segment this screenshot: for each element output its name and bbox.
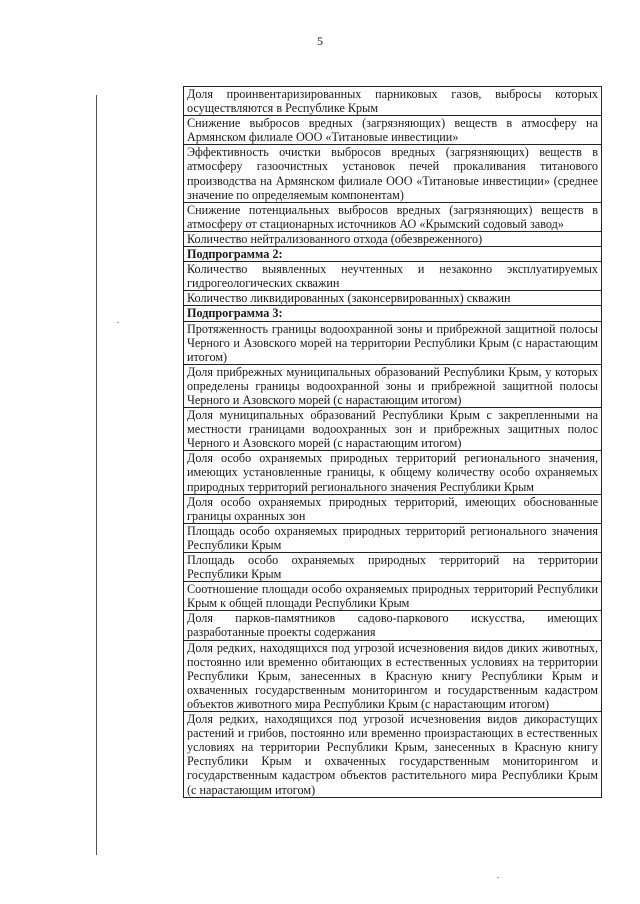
table-cell: Площадь особо охраняемых природных территорий на территории Республики Крым — [184, 553, 602, 582]
indicator-table — [183, 86, 602, 798]
table-row — [184, 202, 602, 231]
table-cell: Доля редких, находящихся под угрозой исчезновения видов дикорастущих растений и грибов, постоянно или временно произрастающих в естественных условиях на территории Республики Крым, занесенных в Красную книгу Республики Крым и охваченных государственным мониторингом и государственным кадастром объектов растительного мира Республики Крым (с нарастающим итогом) — [184, 712, 602, 798]
table-cell: Доля прибрежных муниципальных образований Республики Крым, у которых определены границы водоохранной зоны и прибрежной защитной полосы Черного и Азовского морей (с нарастающим итогом) — [184, 364, 602, 407]
table-cell: Площадь особо охраняемых природных территорий регионального значения Республики Крым — [184, 523, 602, 552]
table-row — [184, 321, 602, 364]
table-cell: Доля особо охраняемых природных территорий, имеющих обоснованные границы охранных зон — [184, 494, 602, 523]
table-row — [184, 640, 602, 711]
table-row — [184, 231, 602, 246]
table-row — [184, 611, 602, 640]
subprogram-heading-row — [184, 306, 602, 321]
table-cell: Количество выявленных неучтенных и незаконно эксплуатируемых гидрогеологических скважин — [184, 262, 602, 291]
table-row — [184, 364, 602, 407]
subprogram-heading: Подпрограмма 2: — [184, 247, 602, 262]
table-cell: Доля редких, находящихся под угрозой исчезновения видов диких животных, постоянно или временно обитающих в естественных условиях на территории Республики Крым, занесенных в Красную книгу Республики Крым и охваченных государственным мониторингом и государственным кадастром объектов животного мира Республики Крым (с нарастающим итогом) — [184, 640, 602, 711]
scan-speck — [497, 877, 499, 878]
table-row — [184, 494, 602, 523]
margin-line — [96, 95, 97, 855]
subprogram-heading: Подпрограмма 3: — [184, 306, 602, 321]
table-row — [184, 553, 602, 582]
table-row — [184, 408, 602, 451]
table-cell: Доля парков-памятников садово-паркового искусства, имеющих разработанные проекты содержания — [184, 611, 602, 640]
table-row — [184, 291, 602, 306]
table-row — [184, 87, 602, 116]
table-cell: Соотношение площади особо охраняемых природных территорий Республики Крым к общей площади Республики Крым — [184, 582, 602, 611]
table-cell: Доля проинвентаризированных парниковых газов, выбросы которых осуществляются в Республике Крым — [184, 87, 602, 116]
table-row — [184, 116, 602, 145]
page-number: 5 — [317, 34, 323, 48]
table-cell: Количество ликвидированных (законсервированных) скважин — [184, 291, 602, 306]
table-cell: Снижение потенциальных выбросов вредных (загрязняющих) веществ в атмосферу от стационарных источников АО «Крымский содовый завод» — [184, 202, 602, 231]
table-cell: Количество нейтрализованного отхода (обезвреженного) — [184, 231, 602, 246]
table-row — [184, 145, 602, 202]
table-cell: Эффективность очистки выбросов вредных (загрязняющих) веществ в атмосферу газоочистных установок печей прокаливания титанового производства на Армянском филиале ООО «Титановые инвестиции» (среднее значение по определяемым компонентам) — [184, 145, 602, 202]
table-row — [184, 582, 602, 611]
table-row — [184, 523, 602, 552]
scan-speck — [117, 322, 119, 323]
table-cell: Доля муниципальных образований Республики Крым с закрепленными на местности границами водоохранных зон и прибрежных защитных полос Черного и Азовского морей (с нарастающим итогом) — [184, 408, 602, 451]
table-cell: Снижение выбросов вредных (загрязняющих) веществ в атмосферу на Армянском филиале ООО «Титановые инвестиции» — [184, 116, 602, 145]
table-row — [184, 712, 602, 798]
table-cell: Доля особо охраняемых природных территорий регионального значения, имеющих установленные границы, к общему количеству особо охраняемых природных территорий регионального значения Республики Крым — [184, 451, 602, 494]
table-row — [184, 262, 602, 291]
table-row — [184, 451, 602, 494]
subprogram-heading-row — [184, 247, 602, 262]
table-cell: Протяженность границы водоохранной зоны и прибрежной защитной полосы Черного и Азовского морей на территории Республики Крым (с нарастающим итогом) — [184, 321, 602, 364]
indicator-table-body — [184, 87, 602, 798]
